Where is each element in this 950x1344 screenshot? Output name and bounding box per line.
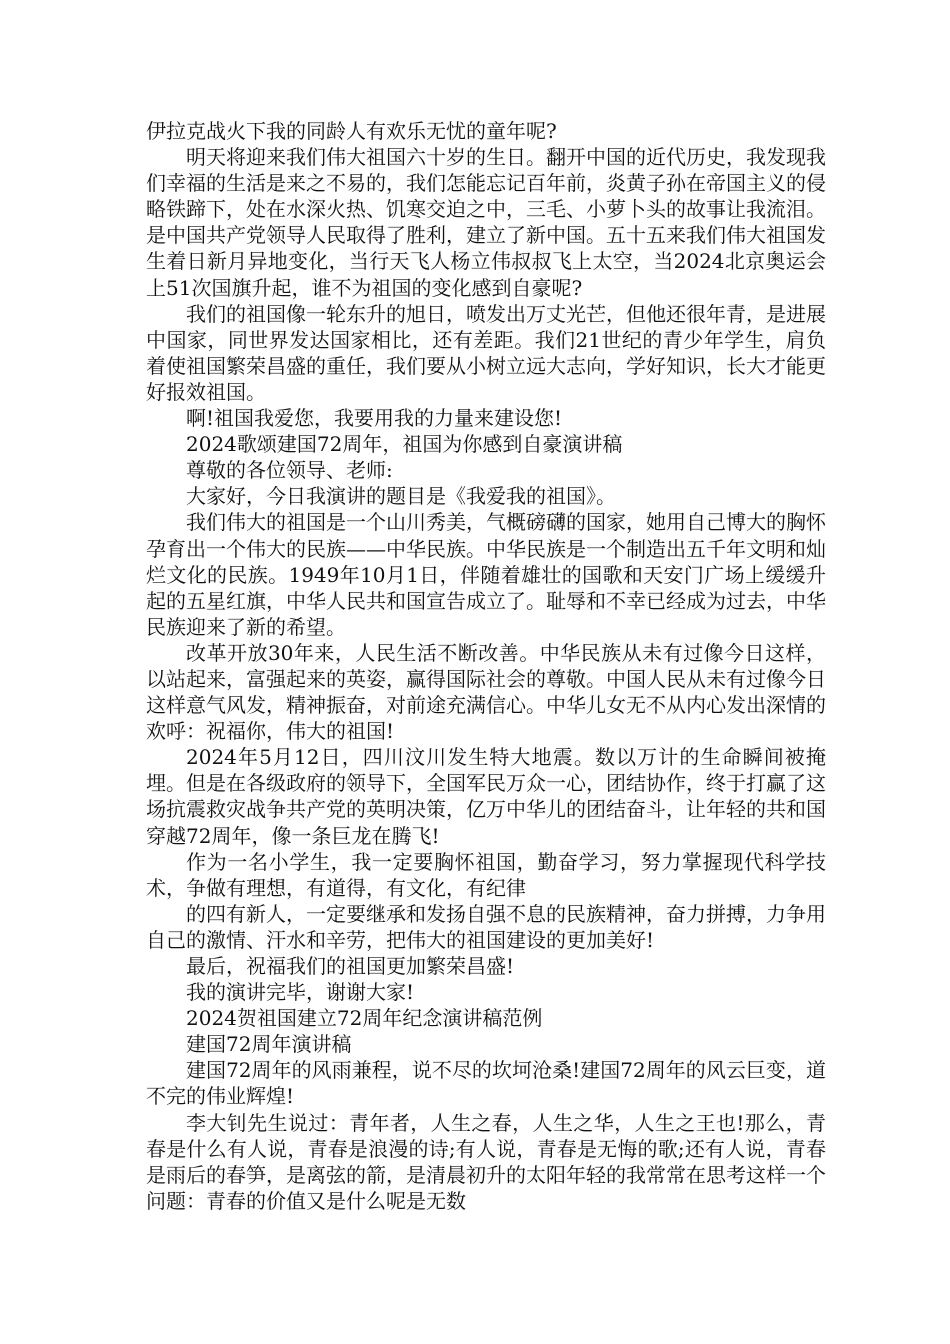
- paragraph: 明天将迎来我们伟大祖国六十岁的生日。翻开中国的近代历史，我发现我们幸福的生活是来之不易的，我们怎能忘记百年前，炎黄子孙在帝国主义的侵略铁蹄下，处在水深火热、饥寒交迫之中，三毛、小萝卜头的故事让我流泪。是中国共产党领导人民取得了胜利，建立了新中国。五十五来我们伟大祖国发生着日新月异地变化，当行天飞人杨立伟叔叔飞上太空，当2024北京奥运会上51次国旗升起，谁不为祖国的变化感到自豪呢?: [146, 145, 826, 300]
- paragraph: 最后，祝福我们的祖国更加繁荣昌盛!: [186, 954, 515, 978]
- paragraph: 建国72周年的风雨兼程，说不尽的坎坷沧桑!建国72周年的风云巨变，道不完的伟业辉煌!: [146, 1058, 826, 1109]
- paragraph: 大家好，今日我演讲的题目是《我爱我的祖国》。: [186, 484, 616, 509]
- paragraph: 尊敬的各位领导、老师:: [186, 458, 393, 483]
- paragraph: 啊!祖国我爱您，我要用我的力量来建设您!: [186, 406, 563, 431]
- paragraph: 2024贺祖国建立72周年纪念演讲稿范例: [186, 1006, 543, 1031]
- paragraph: 我的演讲完毕，谢谢大家!: [186, 980, 415, 1005]
- paragraph: 我们的祖国像一轮东升的旭日，喷发出万丈光芒，但他还很年青，是进展中国家，同世界发达国家相比，还有差距。我们21世纪的青少年学生，肩负着使祖国繁荣昌盛的重任，我们要从小树立远大志向，学好知识，长大才能更好报效祖国。: [146, 301, 826, 404]
- paragraph: 我们伟大的祖国是一个山川秀美，气概磅礴的国家，她用自己博大的胸怀孕育出一个伟大的民族——中华民族。中华民族是一个制造出五千年文明和灿烂文化的民族。1949年10月1日，伴随着雄壮的国歌和天安门广场上缓缓升起的五星红旗，中华人民共和国宣告成立了。耻辱和不幸已经成为过去，中华民族迎来了新的希望。: [146, 510, 826, 639]
- paragraph: 李大钊先生说过：青年者，人生之春，人生之华，人生之王也!那么，青春是什么有人说，青春是浪漫的诗;有人说，青春是无悔的歌;还有人说，青春是雨后的春笋，是离弦的箭，是清晨初升的太阳年轻的我常常在思考这样一个问题：青春的价值又是什么呢是无数: [146, 1110, 826, 1213]
- paragraph: 2024年5月12日，四川汶川发生特大地震。数以万计的生命瞬间被掩埋。但是在各级政府的领导下，全国军民万众一心，团结协作，终于打赢了这场抗震救灾战争共产党的英明决策，亿万中华儿的团结奋斗，让年轻的共和国穿越72周年，像一条巨龙在腾飞!: [146, 745, 826, 848]
- paragraph: 2024歌颂建国72周年，祖国为你感到自豪演讲稿: [186, 432, 623, 457]
- paragraph: 的四有新人，一定要继承和发扬自强不息的民族精神，奋力拼搏，力争用自己的激情、汗水和辛劳，把伟大的祖国建设的更加美好!: [146, 901, 826, 952]
- paragraph: 伊拉克战火下我的同龄人有欢乐无忧的童年呢?: [146, 119, 557, 143]
- paragraph: 建国72周年演讲稿: [186, 1032, 352, 1057]
- paragraph: 作为一名小学生，我一定要胸怀祖国，勤奋学习，努力掌握现代科学技术，争做有理想，有道得，有文化，有纪律: [146, 849, 826, 900]
- paragraph: 改革开放30年来，人民生活不断改善。中华民族从未有过像今日这样，以站起来，富强起来的英姿，赢得国际社会的尊敬。中国人民从未有过像今日这样意气风发，精神振奋，对前途充满信心。中华儿女无不从内心发出深情的欢呼：祝福你，伟大的祖国!: [146, 640, 826, 744]
- document-body: [146, 118, 826, 1214]
